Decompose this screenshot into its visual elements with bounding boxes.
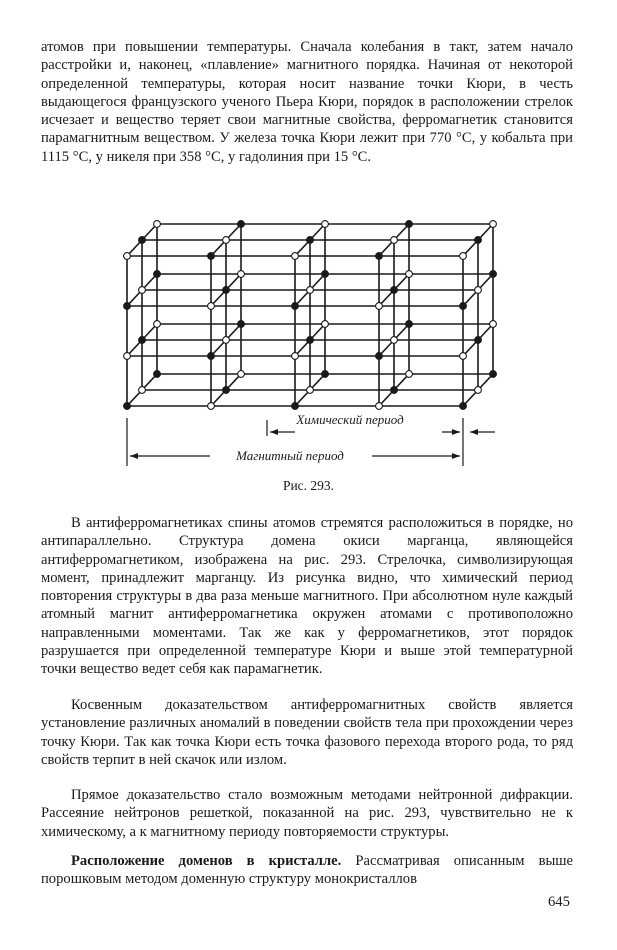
lattice-atom	[322, 221, 329, 228]
lattice-atom	[124, 353, 131, 360]
lattice-atom	[322, 321, 329, 328]
paragraph-direct-evidence: Прямое доказательство стало возможным методами нейтронной дифракции. Рассеяние нейтронов решеткой, показанной на рис. 293, чувствительно не к химическому, а к магнитному периоду повторяемости структуры.	[41, 787, 573, 840]
lattice-atom	[391, 337, 398, 344]
lattice-atom	[376, 303, 383, 310]
paragraph-antiferromagnets: В антиферромагнетиках спины атомов стремятся расположиться в порядке, но антипараллельно. Структура домена окиси марганца, являющейся антиферромагнетиком, изображена на рис. 293. Стрелочка, символизирующая момент, принадлежит марганцу. Из рисунка видно, что химический период повторения структуры в два раза меньше магнитного. При абсолютном нуле каждый атомный магнит антиферромагнетика окружен атомами с противоположно направленными моментами. Так же как у ферромагнетиков, этот порядок разрушается при определенной температуре Кюри и выше этой температурной точки вещество ведет себя как парамагнетик.	[41, 515, 573, 678]
lattice-atom	[490, 221, 497, 228]
lattice-atom	[124, 253, 131, 260]
lattice-atom	[475, 337, 482, 344]
lattice-atom	[238, 271, 245, 278]
lattice-atom	[154, 271, 161, 278]
lattice-atom	[460, 303, 467, 310]
lattice-atom	[391, 387, 398, 394]
lattice-atom	[154, 371, 161, 378]
lattice-atom	[154, 321, 161, 328]
lattice-atom	[322, 371, 329, 378]
lattice-atom	[307, 337, 314, 344]
page-number: 645	[548, 894, 570, 910]
paragraph-curie-point: атомов при повышении температуры. Сначала колебания в такт, затем начало расстройки и, наконец, «плавление» магнитного порядка. Начиная от некоторой определенной температуры, которая носит название точки Кюри, в честь выдающегося французского ученого Пьера Кюри, порядок в расположении стрелок исчезает и вещество теряет свои магнитные свойства, ферромагнетик становится парамагнитным веществом. У железа точка Кюри лежит при 770 °C, у кобальта при 1115 °C, у никеля при 358 °C, у гадолиния при 15 °C.	[41, 39, 573, 165]
lattice-atom	[139, 387, 146, 394]
lattice-atom	[391, 237, 398, 244]
lattice-atom	[307, 387, 314, 394]
lattice-atom	[460, 353, 467, 360]
lattice-atom	[124, 303, 131, 310]
lattice-atom	[460, 253, 467, 260]
lattice-atom	[208, 353, 215, 360]
lattice-atom	[406, 271, 413, 278]
lattice-atom	[307, 237, 314, 244]
lattice-atom	[292, 403, 299, 410]
lattice-atom	[490, 321, 497, 328]
figure-antiferromagnetic-lattice	[110, 198, 510, 468]
lattice-atom	[208, 303, 215, 310]
lattice-atom	[307, 287, 314, 294]
paragraph-indirect-evidence: Косвенным доказательством антиферромагнитных свойств является установление различных аномалий в поведении свойств тела при прохождении через точку Кюри. Так как точка Кюри есть точка фазового перехода второго рода, то ряд свойств терпит в ней скачок или излом.	[41, 697, 573, 768]
lattice-atom	[223, 287, 230, 294]
lattice-atom	[223, 337, 230, 344]
lattice-atom	[223, 237, 230, 244]
lattice-atom	[406, 371, 413, 378]
figure-caption: Рис. 293.	[282, 478, 335, 493]
lattice-atom	[139, 237, 146, 244]
lattice-atom	[223, 387, 230, 394]
lattice-atom	[139, 337, 146, 344]
lattice-atom	[490, 271, 497, 278]
lattice-atom	[238, 221, 245, 228]
mag-period-label: Магнитный период	[236, 448, 344, 463]
chem-period-label: Химический период	[296, 412, 404, 427]
lattice-atom	[208, 253, 215, 260]
lattice-atom	[376, 353, 383, 360]
lattice-atom	[292, 303, 299, 310]
lattice-atom	[376, 403, 383, 410]
lattice-atom	[292, 353, 299, 360]
lattice-atom	[139, 287, 146, 294]
section-text: Рассматривая описанным выше порошковым методом доменную структуру монокристаллов	[41, 853, 573, 888]
lattice-atom	[208, 403, 215, 410]
lattice-atom	[475, 287, 482, 294]
lattice-atom	[124, 403, 131, 410]
lattice-grid	[127, 224, 493, 406]
lattice-atom	[322, 271, 329, 278]
section-heading: Расположение доменов в кристалле.	[71, 853, 342, 869]
lattice-atom	[475, 237, 482, 244]
lattice-atom	[391, 287, 398, 294]
lattice-atom	[406, 321, 413, 328]
lattice-atom	[238, 371, 245, 378]
lattice-atom	[406, 221, 413, 228]
lattice-atom	[490, 371, 497, 378]
lattice-atom	[460, 403, 467, 410]
paragraph-domains	[41, 852, 573, 889]
lattice-atom	[292, 253, 299, 260]
lattice-atom	[475, 387, 482, 394]
lattice-atom	[238, 321, 245, 328]
lattice-atom	[154, 221, 161, 228]
lattice-atom	[376, 253, 383, 260]
